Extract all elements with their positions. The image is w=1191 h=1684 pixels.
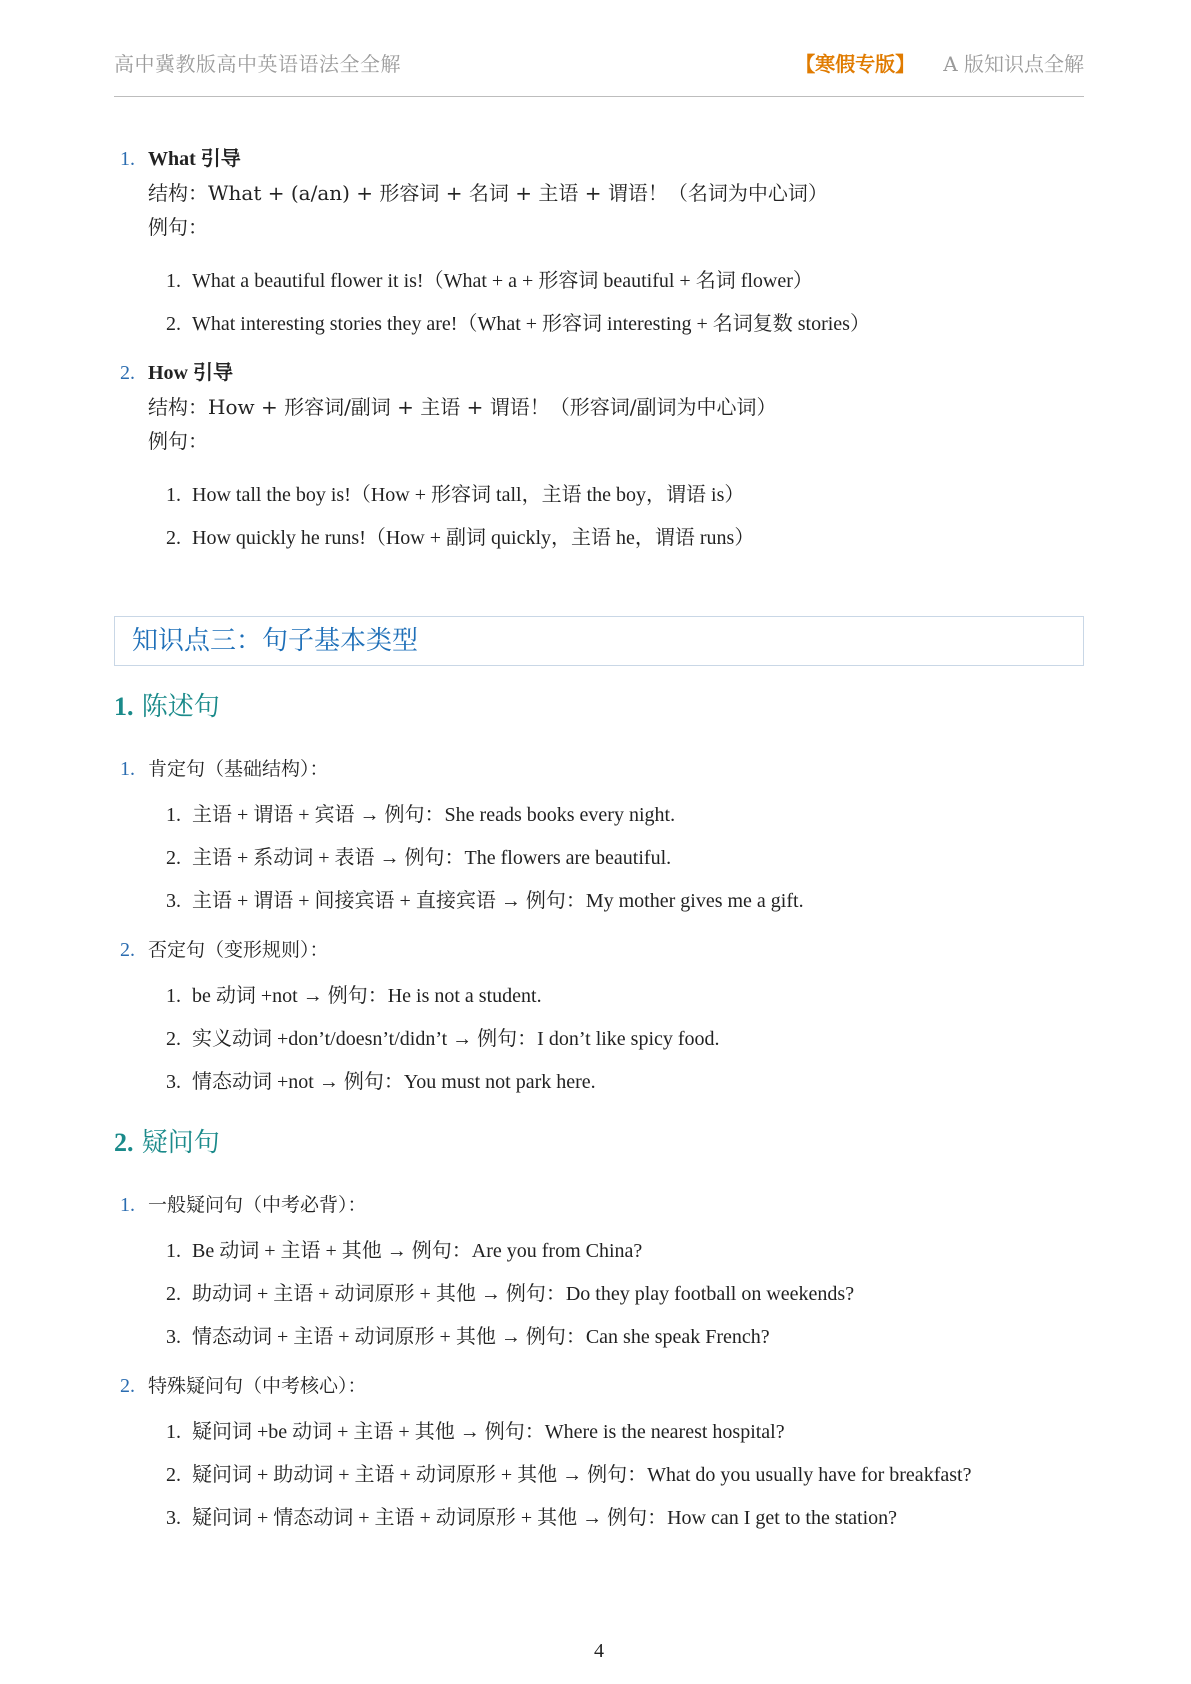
list-item-text: How tall the boy is!（How + 形容词 tall，主语 the boy，谓语 is） — [192, 484, 745, 506]
how-examples — [114, 474, 1084, 560]
list-item-text: 主语 + 谓语 + 间接宾语 + 直接宾语 → 例句：My mother gives me a gift. — [192, 890, 804, 912]
declarative-heading — [114, 686, 1084, 728]
list-number: 1. — [120, 758, 135, 780]
list-item — [114, 880, 1084, 923]
list-number: 1. — [166, 985, 181, 1007]
list-item-text: What interesting stories they are!（What + 形容词 interesting + 名词复数 stories） — [192, 313, 870, 335]
list-item — [114, 1411, 1084, 1454]
list-item — [114, 1497, 1084, 1540]
heading-number: 2. — [114, 1128, 134, 1157]
list-item — [114, 1273, 1084, 1316]
affirmative-heading — [114, 750, 1084, 786]
heading-text: 陈述句 — [141, 692, 220, 722]
list-item — [114, 1230, 1084, 1273]
list-item-text: 疑问词 + 助动词 + 主语 + 动词原形 + 其他 → 例句：What do you usually have for breakfast? — [192, 1464, 972, 1486]
list-item-text: be 动词 +not → 例句：He is not a student. — [192, 985, 542, 1007]
list-item-text: What a beautiful flower it is!（What + a + 形容词 beautiful + 名词 flower） — [192, 270, 813, 292]
list-number: 3. — [166, 890, 181, 912]
what-structure: 结构：What + (a/an) + 形容词 + 名词 + 主语 + 谓语！（名词为中心词） — [148, 181, 828, 205]
list-number: 2. — [166, 313, 181, 335]
header-title: 高中冀教版高中英语语法全全解 — [114, 52, 401, 76]
what-example-label: 例句： — [148, 215, 208, 239]
header-badge: 【寒假专版】 — [795, 52, 916, 76]
list-item-text: 主语 + 谓语 + 宾语 → 例句：She reads books every night. — [192, 804, 676, 826]
list-item — [114, 474, 1084, 517]
list-item — [114, 1061, 1084, 1104]
list-item — [114, 1454, 1084, 1497]
page-header — [114, 44, 1084, 97]
list-item — [114, 303, 1084, 346]
list-item-text: 情态动词 +not → 例句：You must not park here. — [192, 1071, 596, 1093]
list-item-text: Be 动词 + 主语 + 其他 → 例句：Are you from China? — [192, 1240, 643, 1262]
list-item — [114, 1018, 1084, 1061]
special-question-list — [114, 1411, 1084, 1540]
how-title: How 引导 — [148, 362, 233, 384]
list-number: 2. — [166, 1283, 181, 1305]
list-number: 2. — [166, 847, 181, 869]
list-number: 1. — [166, 484, 181, 506]
list-item-text: 疑问词 +be 动词 + 主语 + 其他 → 例句：Where is the nearest hospital? — [192, 1421, 785, 1443]
list-number: 2. — [166, 1028, 181, 1050]
general-question-list — [114, 1230, 1084, 1359]
interrogative-heading — [114, 1122, 1084, 1164]
what-examples — [114, 260, 1084, 346]
list-number: 1. — [166, 804, 181, 826]
list-number: 1. — [166, 1240, 181, 1262]
heading-text: 疑问句 — [141, 1128, 220, 1158]
header-subtitle: A 版知识点全解 — [943, 52, 1084, 76]
list-number: 1. — [120, 1194, 135, 1216]
list-number: 3. — [166, 1507, 181, 1529]
special-question-title: 特殊疑问句（中考核心）： — [148, 1375, 367, 1397]
list-item — [114, 837, 1084, 880]
page-number: 4 — [594, 1640, 604, 1662]
what-heading — [114, 140, 1084, 176]
how-heading — [114, 354, 1084, 390]
section-title-box: 知识点三：句子基本类型 — [114, 616, 1084, 666]
list-item — [114, 1316, 1084, 1359]
list-item-text: 助动词 + 主语 + 动词原形 + 其他 → 例句：Do they play football on weekends? — [192, 1283, 855, 1305]
list-number: 2. — [120, 939, 135, 961]
how-structure: 结构：How + 形容词/副词 + 主语 + 谓语！（形容词/副词为中心词） — [148, 395, 777, 419]
negative-title: 否定句（变形规则）： — [148, 939, 329, 961]
list-item-text: 主语 + 系动词 + 表语 → 例句：The flowers are beautiful. — [192, 847, 672, 869]
how-example-label: 例句： — [148, 429, 208, 453]
list-item — [114, 260, 1084, 303]
general-question-title: 一般疑问句（中考必背）： — [148, 1194, 367, 1216]
affirmative-title: 肯定句（基础结构）： — [148, 758, 329, 780]
list-number: 2. — [166, 527, 181, 549]
list-number: 2. — [166, 1464, 181, 1486]
list-number: 2. — [120, 362, 135, 384]
list-item — [114, 975, 1084, 1018]
general-question-heading — [114, 1186, 1084, 1222]
list-number: 3. — [166, 1326, 181, 1348]
negative-list — [114, 975, 1084, 1104]
list-item — [114, 517, 1084, 560]
negative-heading — [114, 931, 1084, 967]
list-number: 2. — [120, 1375, 135, 1397]
affirmative-list — [114, 794, 1084, 923]
list-item-text: 实义动词 +don’t/doesn’t/didn’t → 例句：I don’t like spicy food. — [192, 1028, 720, 1050]
list-item-text: 情态动词 + 主语 + 动词原形 + 其他 → 例句：Can she speak French? — [192, 1326, 770, 1348]
special-question-heading — [114, 1367, 1084, 1403]
list-number: 3. — [166, 1071, 181, 1093]
list-number: 1. — [120, 148, 135, 170]
document-page — [114, 0, 1084, 1684]
list-item-text: How quickly he runs!（How + 副词 quickly，主语 he，谓语 runs） — [192, 527, 755, 549]
what-title: What 引导 — [148, 148, 241, 170]
heading-number: 1. — [114, 692, 134, 721]
list-item-text: 疑问词 + 情态动词 + 主语 + 动词原形 + 其他 → 例句：How can I get to the station? — [192, 1507, 898, 1529]
header-right — [795, 48, 1084, 77]
list-item — [114, 794, 1084, 837]
list-number: 1. — [166, 270, 181, 292]
page-content — [114, 140, 1084, 1548]
list-number: 1. — [166, 1421, 181, 1443]
